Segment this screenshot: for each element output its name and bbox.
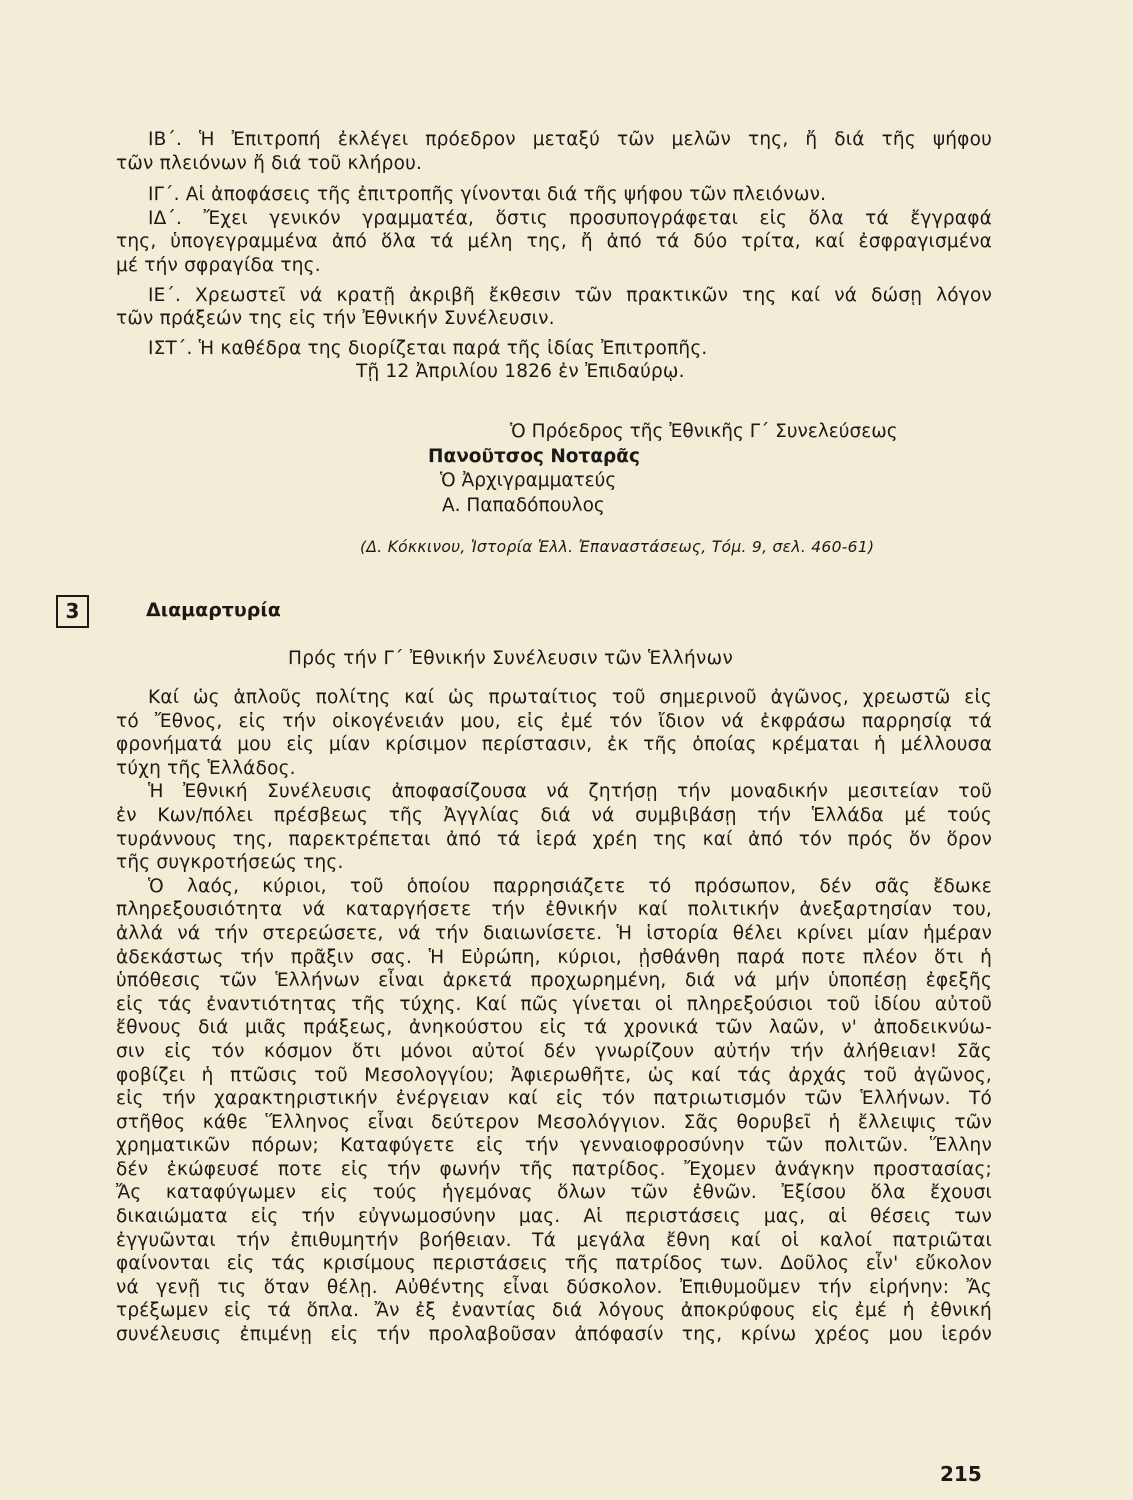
body-line: νά γενῇ τις ὅταν θέλῃ. Αὐθέντης εἶναι δύσκολον. Ἐπιθυμοῦμεν τήν εἰρήνην: Ἄς <box>116 1276 992 1298</box>
article-line: ΙΓ΄. Αἱ ἀποφάσεις τῆς ἐπιτροπῆς γίνονται διά τῆς ψήφου τῶν πλειόνων. <box>148 184 827 206</box>
body-line: Ὁ λαός, κύριοι, τοῦ ὁποίου παρρησιάζετε τό πρόσωπον, δέν σᾶς ἔδωκε <box>148 875 992 897</box>
article-line: της, ὑπογεγραμμένα ἀπό ὅλα τά μέλη της, ἤ ἀπό τά δύο τρίτα, καί ἐσφραγισμένα <box>116 231 992 253</box>
article-line: ΙΒ΄. Ἡ Ἐπιτροπή ἐκλέγει πρόεδρον μεταξύ τῶν μελῶν της, ἤ διά τῆς ψήφου <box>148 129 992 150</box>
president-title: Ὁ Πρόεδρος τῆς Ἐθνικῆς Γ΄ Συνελεύσεως <box>510 421 898 442</box>
signature-block <box>428 420 1028 518</box>
body-line: φρονήματά μου εἰς μίαν κρίσιμον περίστασιν, ἐκ τῆς ὁποίας κρέμαται ἡ μέλλουσα <box>116 734 992 756</box>
article-line: τῶν πράξεών της εἰς τήν Ἐθνικήν Συνέλευσιν. <box>116 308 555 330</box>
secretary-name: Α. Παπαδόπουλος <box>442 494 605 516</box>
body-line: τύχη τῆς Ἑλλάδος. <box>116 757 296 779</box>
section-number-box: 3 <box>56 595 89 628</box>
body-line: χρηματικῶν πόρων; Καταφύγετε εἰς τήν γενναιοφροσύνην τῶν πολιτῶν. Ἕλλην <box>116 1135 992 1157</box>
article-line: τῶν πλειόνων ἤ διά τοῦ κλήρου. <box>116 152 423 174</box>
article-line: ΙΔ΄. Ἔχει γενικόν γραμματέα, ὅστις προσυπογράφεται εἰς ὅλα τά ἔγγραφά <box>148 207 992 229</box>
body-line: εἰς τάς ἐναντιότητας τῆς τύχης. Καί πῶς γίνεται οἱ πληρεξούσιοι τοῦ ἰδίου αὐτοῦ <box>116 993 992 1015</box>
body-line: φαίνονται εἰς τάς κρισίμους περιστάσεις τῆς πατρίδος των. Δοῦλος εἶν' εὔκολον <box>116 1253 992 1275</box>
address-line: Πρός τήν Γ΄ Ἐθνικήν Συνέλευσιν τῶν Ἑλλήνων <box>288 648 734 669</box>
section-title: Διαμαρτυρία <box>146 599 281 621</box>
source-citation: (Δ. Κόκκινου, Ἱστορία Ἑλλ. Ἐπαναστάσεως, Τόμ. 9, σελ. 460-61) <box>360 538 875 556</box>
body-line: Ἡ Ἐθνική Συνέλευσις ἀποφασίζουσα νά ζητήσῃ τήν μοναδικήν μεσιτείαν τοῦ <box>148 781 992 803</box>
body-line: ἀδεκάστως τήν πρᾶξιν σας. Ἡ Εὐρώπη, κύριοι, ᾐσθάνθη παρά ποτε πλέον ὅτι ἡ <box>116 946 992 968</box>
body-line: σιν εἰς τόν κόσμον ὅτι μόνοι αὐτοί δέν γνωρίζουν αὐτήν τήν ἀλήθειαν! Σᾶς <box>116 1040 992 1062</box>
article-line: μέ τήν σφραγίδα της. <box>116 254 321 276</box>
body-line: ἀλλά νά τήν στερεώσετε, νά τήν διαιωνίσετε. Ἡ ἱστορία θέλει κρίνει μίαν ἡμέραν <box>116 922 992 944</box>
body-line: πληρεξουσιότητα νά καταργήσετε τήν ἐθνικήν καί πολιτικήν ἀνεξαρτησίαν του, <box>116 899 992 921</box>
body-line: ἐν Κων/πόλει πρέσβεως τῆς Ἀγγλίας διά νά συμβιβάσῃ τήν Ἑλλάδα μέ τούς <box>116 804 992 826</box>
decree-articles <box>116 128 992 384</box>
article-line: ΙΕ΄. Χρεωστεῖ νά κρατῇ ἀκριβῆ ἔκθεσιν τῶν πρακτικῶν της καί νά δώσῃ λόγον <box>148 284 992 306</box>
body-line: δέν ἐκώφευσέ ποτε εἰς τήν φωνήν τῆς πατρίδος. Ἔχομεν ἀνάγκην προστασίας; <box>116 1158 992 1180</box>
body-line: τρέξωμεν εἰς τά ὅπλα. Ἄν ἐξ ἐναντίας διά λόγους ἀποκρύφους εἰς ἐμέ ἡ ἐθνική <box>116 1300 992 1322</box>
body-line: στῆθος κάθε Ἕλληνος εἶναι δεύτερον Μεσολόγγιον. Σᾶς θορυβεῖ ἡ ἔλλειψις τῶν <box>116 1111 992 1133</box>
body-line: ἐγγυῶνται τήν ἐπιθυμητήν βοήθειαν. Τά μεγάλα ἔθνη καί οἱ καλοί πατριῶται <box>116 1229 992 1251</box>
body-line: ὑπόθεσις τῶν Ἑλλήνων εἶναι ἀρκετά προχωρημένη, διά νά μήν ὑποπέσῃ ἐφεξῆς <box>116 970 992 992</box>
page-number: 215 <box>940 1462 982 1486</box>
president-name: Πανοῦτσος Νοταρᾶς <box>428 445 640 467</box>
protest-body <box>116 686 992 1347</box>
body-line: φοβίζει ἡ πτῶσις τοῦ Μεσολογγίου; Ἀφιερωθῆτε, ὡς καί τάς ἀρχάς τοῦ ἀγῶνος, <box>116 1064 992 1086</box>
body-line: Καί ὡς ἁπλοῦς πολίτης καί ὡς πρωταίτιος τοῦ σημερινοῦ ἀγῶνος, χρεωστῶ εἰς <box>148 687 992 708</box>
body-line: συνέλευσις ἐπιμένῃ εἰς τήν προλαβοῦσαν ἀπόφασίν της, κρίνω χρέος μου ἱερόν <box>116 1324 992 1346</box>
body-line: τῆς συγκροτήσεώς της. <box>116 852 344 874</box>
body-line: Ἄς καταφύγωμεν εἰς τούς ἡγεμόνας ὅλων τῶν ἐθνῶν. Ἐξίσου ὅλα ἔχουσι <box>116 1182 992 1204</box>
body-line: δικαιώματα εἰς τήν εὐγνωμοσύνην μας. Αἱ περιστάσεις μας, αἱ θέσεις των <box>116 1206 992 1228</box>
secretary-title: Ὁ Ἀρχιγραμματεύς <box>440 470 617 491</box>
article-line: ΙΣΤ΄. Ἡ καθέδρα της διορίζεται παρά τῆς ἰδίας Ἐπιτροπῆς. <box>148 337 708 359</box>
body-line: εἰς τήν χαρακτηριστικήν ἐνέργειαν καί εἰς τόν πατριωτισμόν τῶν Ἑλλήνων. Τό <box>116 1088 992 1110</box>
date-line: Τῇ 12 Ἀπριλίου 1826 ἐν Ἐπιδαύρῳ. <box>356 361 685 383</box>
body-line: τυράννους της, παρεκτρέπεται ἀπό τά ἱερά χρέη της καί ἀπό τόν πρός ὅν ὅρον <box>116 828 992 850</box>
body-line: τό Ἔθνος, εἰς τήν οἰκογένειάν μου, εἰς ἐμέ τόν ἴδιον νά ἐκφράσω παρρησίᾳ τά <box>116 710 992 732</box>
body-line: ἔθνους διά μιᾶς πράξεως, ἀνηκούστου εἰς τά χρονικά τῶν λαῶν, ν' ἀποδεικνύω- <box>116 1017 992 1039</box>
